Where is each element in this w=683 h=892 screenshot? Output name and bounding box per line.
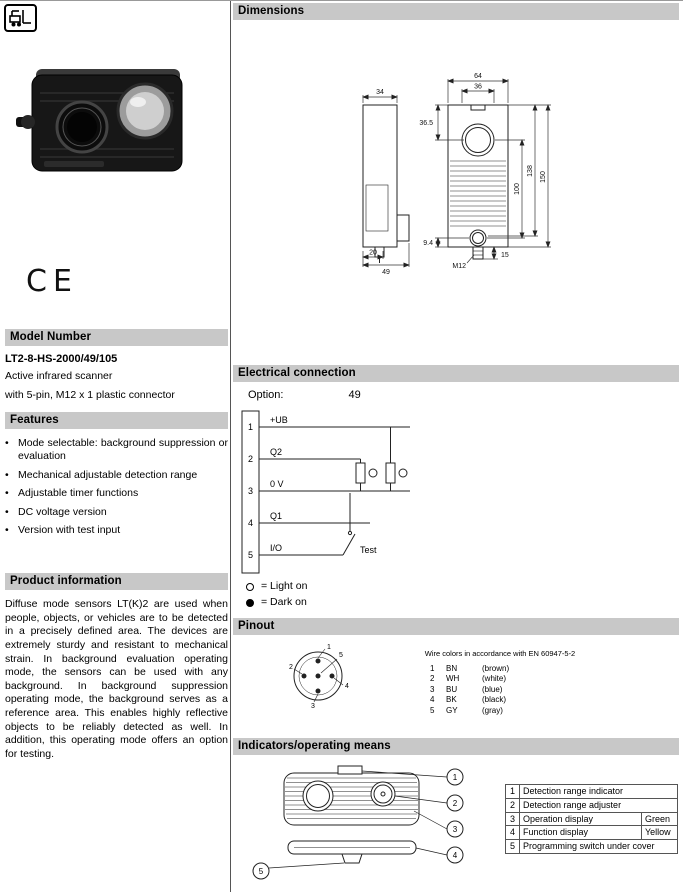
feature-item	[5, 524, 228, 537]
dim-34: 34	[376, 89, 384, 96]
table-row	[506, 812, 678, 826]
electrical-legend	[246, 579, 307, 611]
forklift-icon	[4, 4, 37, 32]
features-section	[5, 412, 228, 543]
dim-49: 49	[382, 269, 390, 276]
dim-64: 64	[474, 73, 482, 80]
connector-pin-4: 4	[345, 683, 349, 690]
wire-color: (blue)	[482, 684, 503, 694]
pinout-header: Pinout	[233, 618, 679, 635]
wire-color: (white)	[482, 674, 507, 684]
bullet-icon	[5, 506, 18, 519]
pin-num: 5	[247, 550, 254, 560]
ce-mark: CE	[26, 264, 78, 299]
pin-num: 3	[247, 486, 254, 496]
feature-text: Version with test input	[18, 524, 121, 537]
wire-color-table	[400, 664, 600, 715]
sensor-photo-drawing	[14, 49, 204, 207]
wire-color: (black)	[482, 695, 507, 705]
legend-dark-on	[246, 595, 307, 611]
electrical-header: Electrical connection	[233, 365, 679, 382]
pin-label-q2: Q2	[270, 447, 283, 457]
pin-label-io: I/O	[270, 543, 283, 553]
table-row	[506, 826, 678, 840]
legend-text: = Dark on	[261, 595, 307, 608]
dim-15: 15	[501, 252, 509, 259]
legend-text: = Light on	[261, 580, 308, 592]
row-num: 5	[506, 840, 520, 854]
model-description-2: with 5-pin, M12 x 1 plastic connector	[5, 388, 175, 401]
wire-code: BK	[446, 695, 457, 705]
row-value: Green	[642, 812, 678, 826]
row-desc: Programming switch under cover	[520, 840, 678, 854]
option-value: 49	[348, 389, 361, 401]
model-number-section	[5, 329, 228, 402]
pin-numbers	[248, 422, 253, 560]
forklift-glyph	[8, 8, 33, 28]
callout-1: 1	[452, 773, 458, 782]
callout-3: 3	[452, 825, 458, 834]
pin-num: 4	[247, 518, 254, 528]
dim-100: 100	[514, 183, 521, 195]
dim-36-5: 36.5	[419, 120, 433, 127]
feature-text: Adjustable timer functions	[18, 487, 139, 500]
dimensions-header: Dimensions	[233, 3, 679, 20]
model-number-value: LT2-8-HS-2000/49/105	[5, 353, 118, 365]
feature-item	[5, 487, 228, 500]
option-row	[248, 389, 361, 401]
features-header: Features	[5, 412, 228, 429]
dimensions-drawing	[338, 65, 648, 302]
product-information-section	[5, 573, 228, 762]
filled-circle-icon	[246, 599, 254, 607]
row-num: 1	[506, 785, 520, 799]
model-description-1: Active infrared scanner	[5, 370, 113, 382]
row-desc: Detection range adjuster	[520, 798, 678, 812]
feature-item	[5, 437, 228, 464]
dim-9-4: 9.4	[423, 240, 433, 247]
option-label: Option:	[248, 389, 284, 401]
dim-36: 36	[474, 83, 482, 91]
open-circle-icon	[246, 583, 254, 591]
dimension-labels	[369, 73, 547, 276]
table-row	[506, 798, 678, 812]
wire-code: WH	[446, 674, 460, 684]
row-num: 2	[506, 798, 520, 812]
wire-color: (gray)	[482, 705, 503, 715]
wire-pin: 3	[430, 684, 435, 694]
feature-text: Mode selectable: background suppression or evaluation	[18, 437, 228, 463]
pin-label-q1: Q1	[270, 511, 283, 521]
connector-pin-3: 3	[311, 703, 315, 710]
pin-label-ub: +UB	[270, 415, 288, 425]
feature-item	[5, 469, 228, 482]
wire-code: GY	[446, 705, 458, 715]
product-information-header: Product information	[5, 573, 228, 590]
bullet-icon	[5, 469, 18, 482]
column-divider	[230, 1, 231, 892]
bullet-icon	[5, 437, 18, 464]
connector-pin-2: 2	[289, 664, 293, 671]
pin-num: 1	[247, 422, 254, 432]
dim-m12: M12	[452, 263, 466, 270]
indicators-table	[505, 784, 678, 854]
wire-color: (brown)	[482, 664, 510, 673]
table-row	[506, 785, 678, 799]
indicators-header: Indicators/operating means	[233, 738, 679, 755]
features-list	[5, 437, 228, 538]
feature-item	[5, 506, 228, 519]
callout-5: 5	[258, 867, 264, 876]
wire-code: BU	[446, 684, 458, 694]
electrical-diagram	[240, 405, 455, 590]
model-number-header: Model Number	[5, 329, 228, 346]
dimension-svg	[338, 65, 648, 297]
row-desc: Function display	[520, 826, 642, 840]
indicators-svg	[246, 763, 481, 891]
circuit-svg	[240, 405, 455, 585]
product-photo	[14, 49, 204, 212]
wire-code: BN	[446, 664, 458, 673]
feature-text: Mechanical adjustable detection range	[18, 468, 198, 481]
wire-color-note: Wire colors in accordance with EN 60947-5-2	[424, 649, 576, 658]
connector-pin-1: 1	[327, 644, 331, 651]
row-num: 4	[506, 826, 520, 840]
connector-drawing	[288, 642, 352, 715]
table-row	[506, 840, 678, 854]
connector-svg	[288, 642, 352, 710]
dim-20: 20	[369, 249, 377, 257]
feature-text: DC voltage version	[18, 505, 107, 518]
wire-pin: 2	[430, 674, 435, 684]
dim-138: 138	[527, 165, 534, 177]
test-label: Test	[360, 545, 377, 555]
callout-2: 2	[452, 799, 458, 808]
wire-pin: 1	[430, 664, 435, 673]
wire-pin: 5	[430, 705, 435, 715]
dimension-lines	[363, 79, 551, 267]
wire-color-block	[400, 649, 600, 715]
row-desc: Detection range indicator	[520, 785, 678, 799]
pin-label-0v: 0 V	[270, 479, 284, 489]
row-num: 3	[506, 812, 520, 826]
dim-150: 150	[540, 171, 547, 183]
pin-num: 2	[247, 454, 254, 464]
bullet-icon	[5, 487, 18, 500]
row-value: Yellow	[642, 826, 678, 840]
product-information-body: Diffuse mode sensors LT(K)2 are used when people, objects, or vehicles are to be detected in a precisely defined area. The devices are extremely sturdy and resistant to mechanical strain. In background evaluation operating mode, the sensors can be used with any background. In background suppression operating mode, the background serves as a reference area. This enables highly reflective objects to be reliably detected as well. In addition, this operating mode offers an option for testing.	[5, 598, 228, 761]
bullet-icon	[5, 524, 18, 537]
indicators-drawing	[246, 763, 481, 892]
row-desc: Operation display	[520, 812, 642, 826]
connector-pin-5: 5	[339, 652, 343, 659]
callout-4: 4	[452, 851, 458, 860]
side-view	[363, 105, 409, 263]
legend-light-on	[246, 579, 307, 595]
wire-pin: 4	[430, 695, 435, 705]
